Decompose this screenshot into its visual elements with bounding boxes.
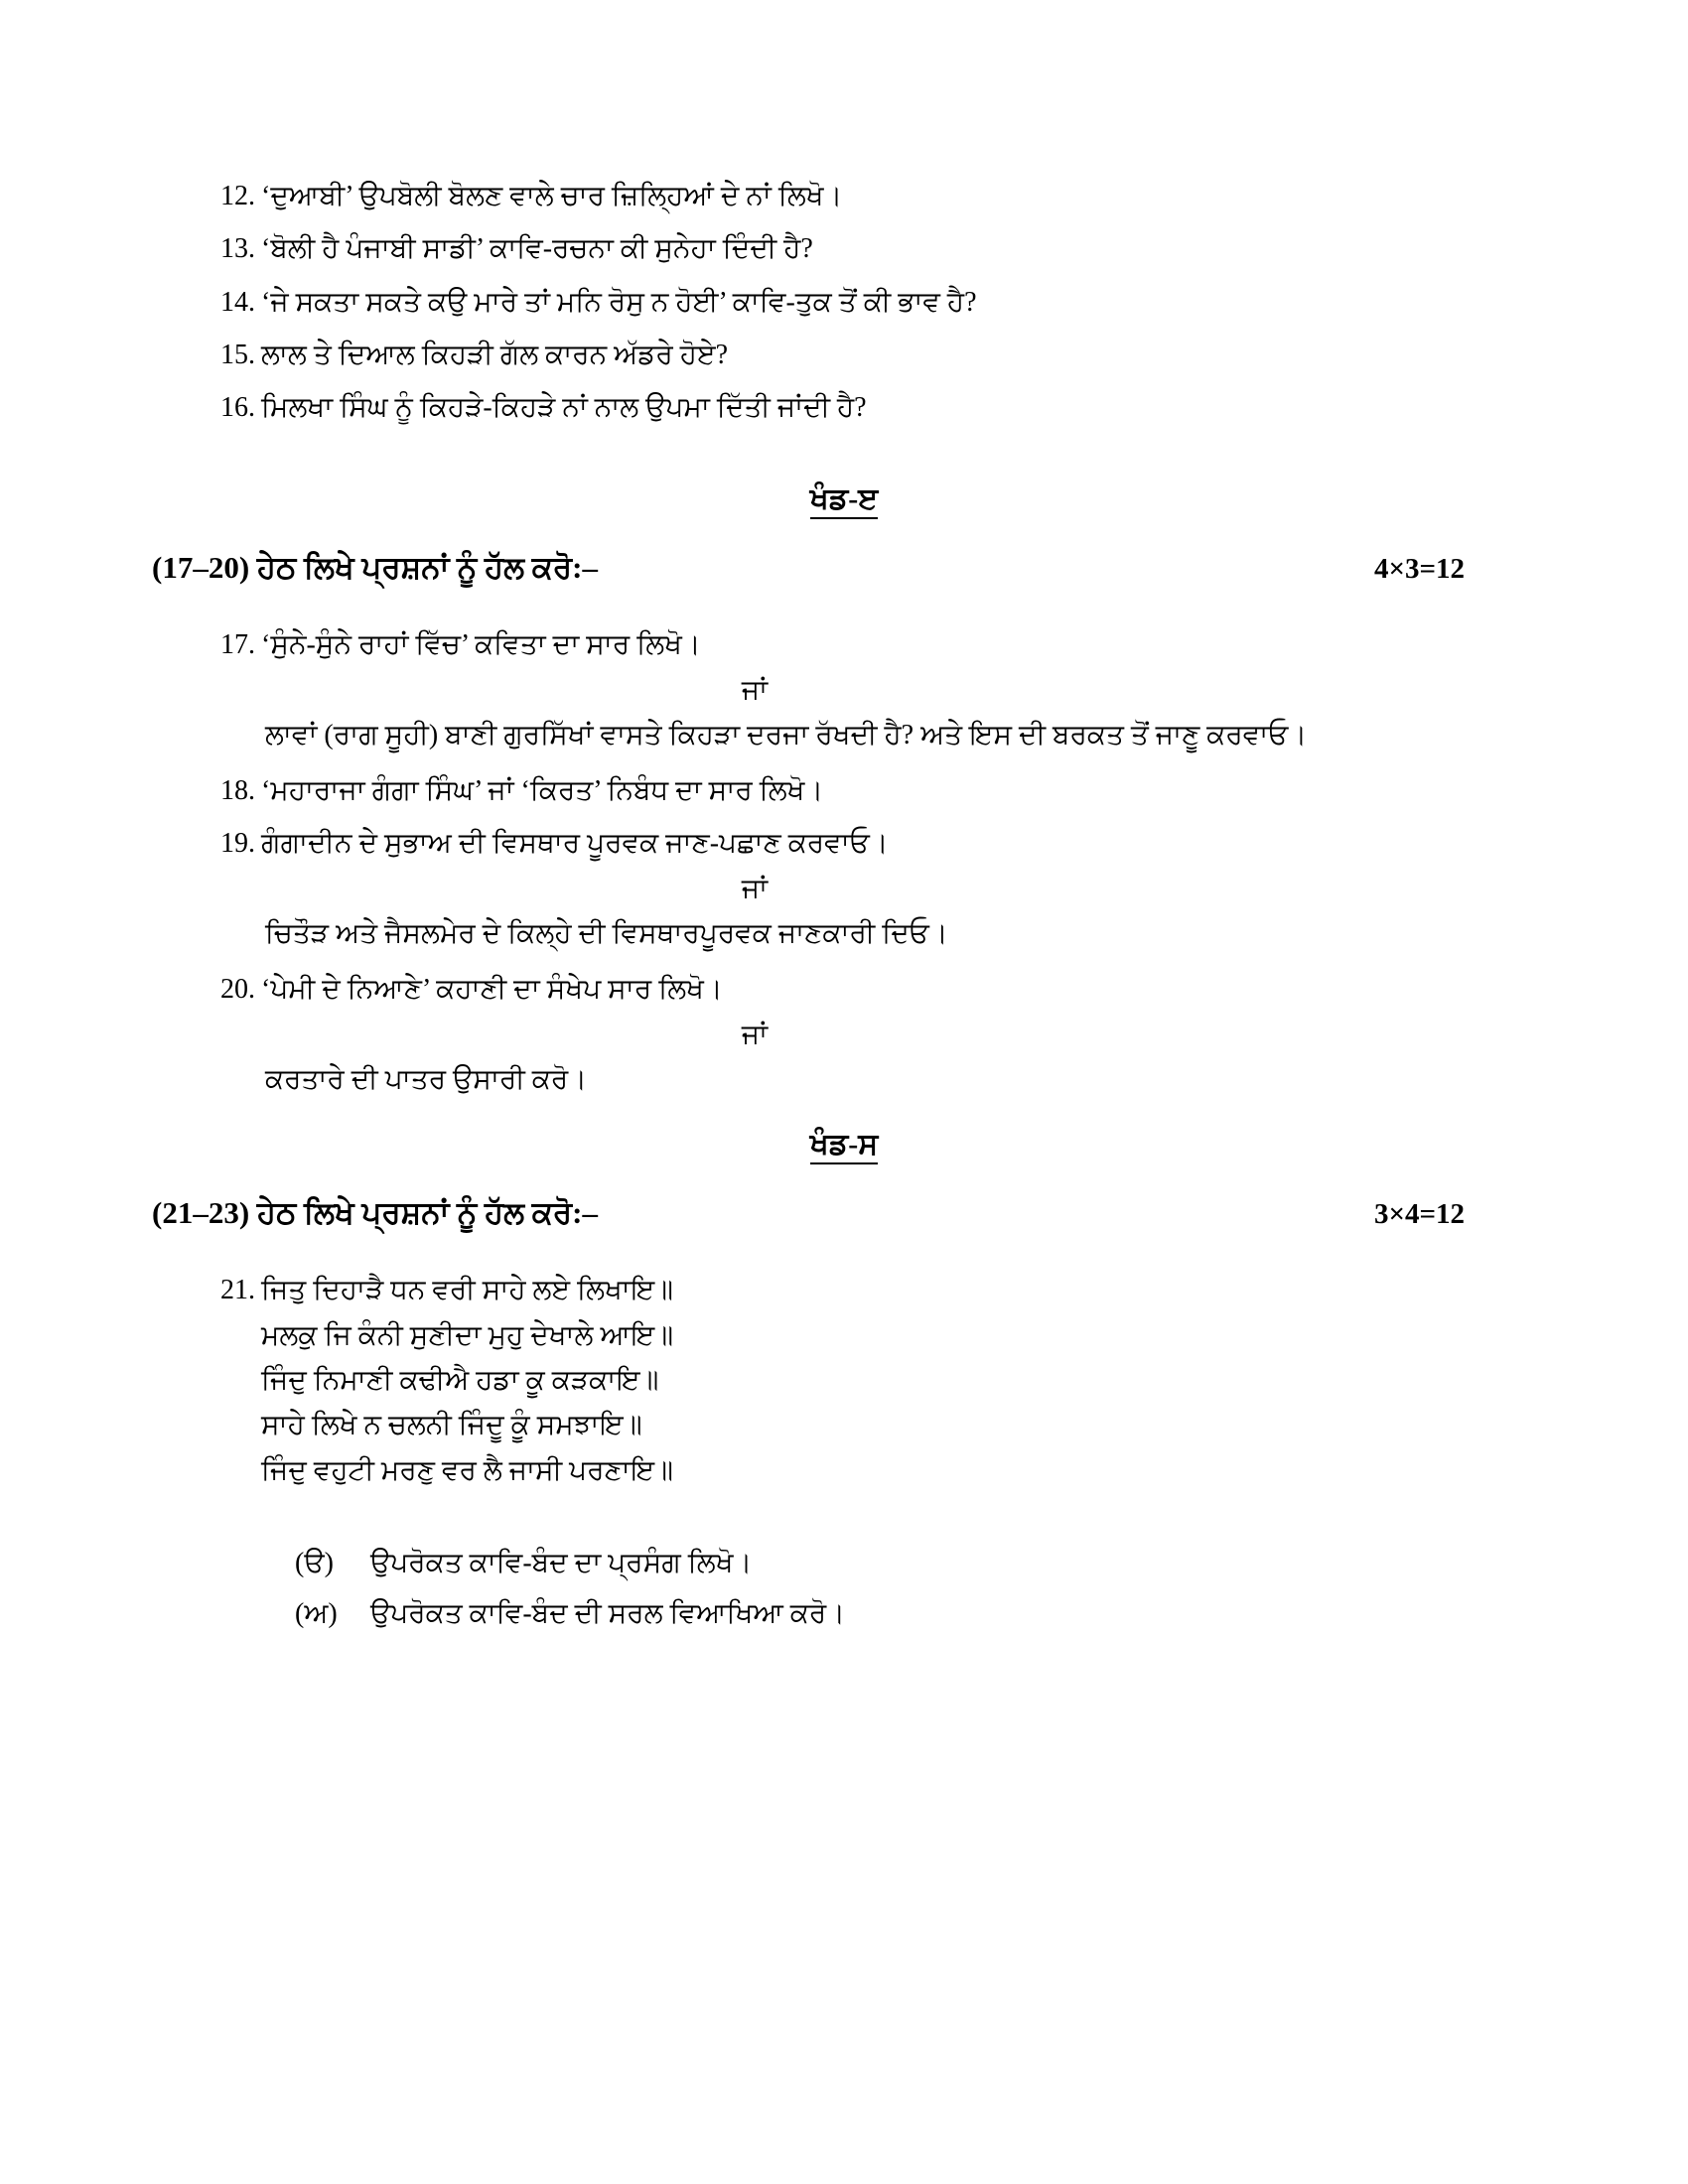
list-item	[204, 385, 1484, 430]
sub-question-label: (ੳ)	[295, 1548, 334, 1579]
alternative-question-19: ਚਿਤੌੜ ਅਤੇ ਜੈਸਲਮੇਰ ਦੇ ਕਿਲ੍ਹੇ ਦੀ ਵਿਸਥਾਰਪੂਰਵਕ ਜਾਣਕਾਰੀ ਦਿਓ।	[265, 918, 948, 950]
section-heading-c	[204, 1128, 1484, 1161]
list-item	[204, 174, 1484, 218]
section-heading-c-label: ਖੰਡ-ਸ	[810, 1128, 879, 1164]
question-text: ਮਿਲਖਾ ਸਿੰਘ ਨੂੰ ਕਿਹੜੇ-ਕਿਹੜੇ ਨਾਂ ਨਾਲ ਉਪਮਾ ਦਿੱਤੀ ਜਾਂਦੀ ਹੈ?	[261, 392, 867, 424]
question-text: ਲਾਲ ਤੇ ਦਿਆਲ ਕਿਹੜੀ ਗੱਲ ਕਾਰਨ ਅੱਡਰੇ ਹੋਏ?	[261, 340, 729, 371]
verse-line: ਸਾਹੇ ਲਿਖੇ ਨ ਚਲਨੀ ਜਿੰਦੂ ਕੂੰ ਸਮਝਾਇ॥	[261, 1410, 642, 1441]
question-number: 20.	[220, 973, 255, 1005]
verse-passage	[261, 1268, 1484, 1493]
list-item	[295, 1591, 1484, 1636]
list-item	[295, 1541, 1484, 1585]
question-number: 13.	[220, 233, 255, 265]
verse-line: ਜਿਤੁ ਦਿਹਾੜੈ ਧਨ ਵਰੀ ਸਾਹੇ ਲਏ ਲਿਖਾਇ॥	[261, 1275, 674, 1306]
top-question-list	[204, 174, 1484, 431]
question-text: ਗੰਗਾਦੀਨ ਦੇ ਸੁਭਾਅ ਦੀ ਵਿਸਥਾਰ ਪੂਰਵਕ ਜਾਣ-ਪਛਾਣ ਕਰਵਾਓ।	[261, 827, 889, 859]
question-21	[204, 1268, 1484, 1493]
verse-line: ਜਿੰਦੁ ਵਹੁਟੀ ਮਰਣੁ ਵਰ ਲੈ ਜਾਸੀ ਪਰਣਾਇ॥	[261, 1454, 673, 1486]
sub-question-label: (ਅ)	[295, 1598, 338, 1630]
sub-question-text: ਉਪਰੋਕਤ ਕਾਵਿ-ਬੰਦ ਦਾ ਪ੍ਰਸੰਗ ਲਿਖੋ।	[370, 1548, 753, 1579]
question-text: ‘ਸੁੰਨੇ-ਸੁੰਨੇ ਰਾਹਾਂ ਵਿੱਚ’ ਕਵਿਤਾ ਦਾ ਸਾਰ ਲਿਖੋ।	[261, 628, 701, 660]
section-b-instruction: (17–20) ਹੇਠ ਲਿਖੇ ਪ੍ਰਸ਼ਨਾਂ ਨੂੰ ਹੱਲ ਕਰੋ:–	[152, 549, 598, 585]
question-number: 21.	[220, 1275, 255, 1306]
section-heading-b	[204, 482, 1484, 516]
section-b-question-list-2	[204, 768, 1484, 867]
list-item	[204, 768, 1484, 813]
question-number: 15.	[220, 340, 255, 371]
section-c-instruction-row	[152, 1195, 1484, 1232]
or-separator: ਜਾਂ	[741, 675, 769, 707]
list-item	[204, 967, 1484, 1012]
question-text: ‘ਜੇ ਸਕਤਾ ਸਕਤੇ ਕਉ ਮਾਰੇ ਤਾਂ ਮਨਿ ਰੋਸੁ ਨ ਹੋਈ’ ਕਾਵਿ-ਤੁਕ ਤੋਂ ਕੀ ਭਾਵ ਹੈ?	[261, 286, 977, 318]
question-text: ‘ਪੇਮੀ ਦੇ ਨਿਆਣੇ’ ਕਹਾਣੀ ਦਾ ਸੰਖੇਪ ਸਾਰ ਲਿਖੋ।	[261, 973, 723, 1005]
sub-question-list	[295, 1541, 1484, 1637]
question-number: 12.	[220, 181, 255, 211]
list-item	[204, 226, 1484, 271]
section-c-marks: 3×4=12	[1373, 1198, 1465, 1231]
or-separator: ਜਾਂ	[741, 1019, 769, 1050]
or-separator: ਜਾਂ	[741, 874, 769, 905]
verse-line: ਜਿੰਦੁ ਨਿਮਾਣੀ ਕਢੀਐ ਹਡਾ ਕੂ ਕੜਕਾਇ॥	[261, 1365, 659, 1397]
sub-question-text: ਉਪਰੋਕਤ ਕਾਵਿ-ਬੰਦ ਦੀ ਸਰਲ ਵਿਆਖਿਆ ਕਰੋ।	[370, 1598, 846, 1630]
list-item	[204, 333, 1484, 377]
section-b-instruction-row	[152, 549, 1484, 587]
question-text: ‘ਦੁਆਬੀ’ ਉਪਬੋਲੀ ਬੋਲਣ ਵਾਲੇ ਚਾਰ ਜ਼ਿਲ੍ਹਿਆਂ ਦੇ ਨਾਂ ਲਿਖੋ।	[261, 181, 843, 211]
alternative-question-17: ਲਾਵਾਂ (ਰਾਗ ਸੂਹੀ) ਬਾਣੀ ਗੁਰਸਿੱਖਾਂ ਵਾਸਤੇ ਕਿਹੜਾ ਦਰਜਾ ਰੱਖਦੀ ਹੈ? ਅਤੇ ਇਸ ਦੀ ਬਰਕਤ ਤੋਂ ਜਾਣੂ ਕਰਵਾਓ।	[265, 720, 1308, 751]
section-c-instruction: (21–23) ਹੇਠ ਲਿਖੇ ਪ੍ਰਸ਼ਨਾਂ ਨੂੰ ਹੱਲ ਕਰੋ:–	[152, 1195, 598, 1231]
section-b-question-list	[204, 622, 1484, 667]
verse-line: ਮਲਕੁ ਜਿ ਕੰਨੀ ਸੁਣੀਦਾ ਮੁਹੁ ਦੇਖਾਲੇ ਆਇ॥	[261, 1319, 674, 1351]
list-item	[204, 280, 1484, 325]
question-number: 16.	[220, 392, 255, 424]
question-text: ‘ਮਹਾਰਾਜਾ ਗੰਗਾ ਸਿੰਘ’ ਜਾਂ ‘ਕਿਰਤ’ ਨਿਬੰਧ ਦਾ ਸਾਰ ਲਿਖੋ।	[261, 774, 824, 806]
section-heading-b-label: ਖੰਡ-ੲ	[810, 482, 879, 519]
question-number: 17.	[220, 628, 255, 660]
question-text: ‘ਬੋਲੀ ਹੈ ਪੰਜਾਬੀ ਸਾਡੀ’ ਕਾਵਿ-ਰਚਨਾ ਕੀ ਸੁਨੇਹਾ ਦਿੰਦੀ ਹੈ?	[261, 233, 813, 265]
list-item	[204, 622, 1484, 667]
section-b-question-list-3	[204, 967, 1484, 1012]
question-number: 18.	[220, 774, 255, 806]
question-number: 14.	[220, 286, 255, 318]
question-number: 19.	[220, 827, 255, 859]
list-item	[204, 821, 1484, 866]
alternative-question-20: ਕਰਤਾਰੇ ਦੀ ਪਾਤਰ ਉਸਾਰੀ ਕਰੋ।	[265, 1063, 588, 1095]
section-b-marks: 4×3=12	[1373, 552, 1465, 585]
